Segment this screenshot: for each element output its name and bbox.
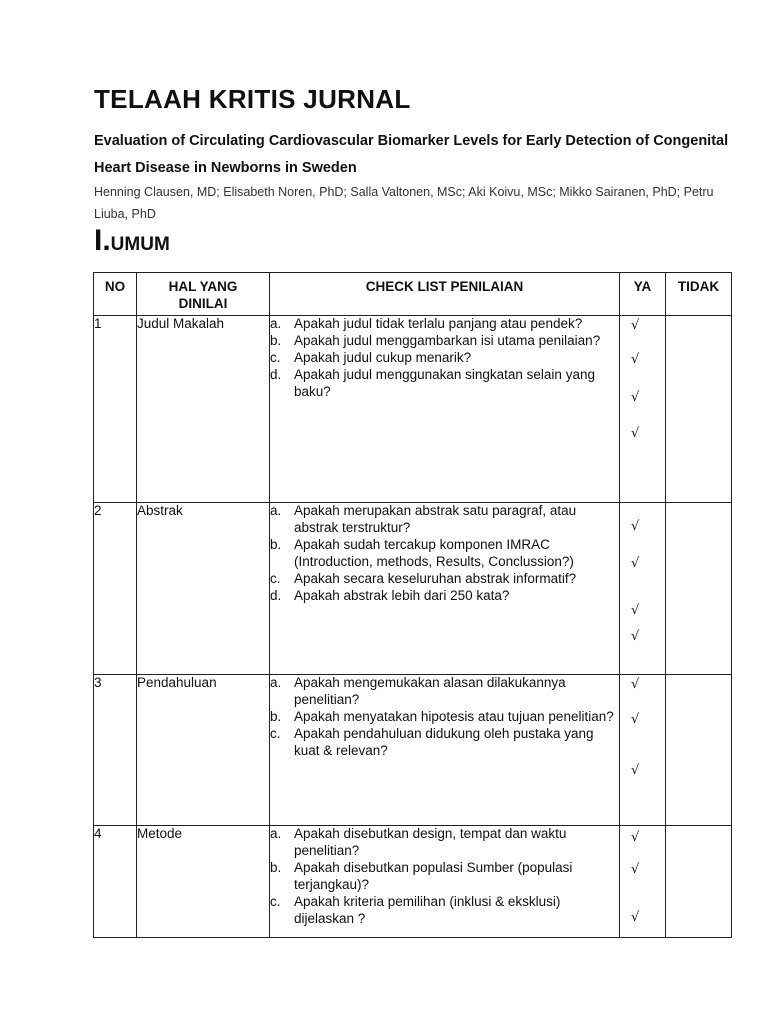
check-mark-icon: √ bbox=[631, 763, 640, 778]
question-list bbox=[270, 503, 619, 604]
check-mark-icon: √ bbox=[631, 352, 640, 367]
question-list bbox=[270, 675, 619, 760]
question-letter: d. bbox=[270, 587, 282, 603]
check-mark-icon: √ bbox=[631, 603, 640, 618]
question-text: Apakah disebutkan populasi Sumber (populasi terjangkau)? bbox=[294, 859, 573, 892]
question-item bbox=[270, 350, 619, 367]
question-text: Apakah judul tidak terlalu panjang atau pendek? bbox=[294, 316, 583, 331]
assessed-item: Abstrak bbox=[137, 503, 270, 675]
question-item bbox=[270, 860, 619, 894]
header-item: HAL YANG DINILAI bbox=[137, 273, 270, 316]
check-mark-icon: √ bbox=[631, 677, 640, 692]
check-mark-icon: √ bbox=[631, 629, 640, 644]
question-text: Apakah secara keseluruhan abstrak informatif? bbox=[294, 570, 577, 586]
check-mark-icon: √ bbox=[631, 712, 640, 727]
author-list: Henning Clausen, MD; Elisabeth Noren, PhD; Salla Valtonen, MSc; Aki Koivu, MSc; Mikko Sairanen, PhD; Petru Liuba, PhD bbox=[94, 185, 714, 221]
table-row bbox=[94, 316, 732, 503]
question-item bbox=[270, 333, 619, 350]
question-letter: c. bbox=[270, 893, 281, 909]
question-item bbox=[270, 503, 619, 537]
question-item bbox=[270, 894, 619, 928]
question-text: Apakah judul cukup menarik? bbox=[294, 349, 472, 365]
question-item bbox=[270, 571, 619, 588]
check-mark-icon: √ bbox=[631, 910, 640, 925]
assessed-item: Metode bbox=[137, 826, 270, 938]
ya-cell bbox=[620, 826, 666, 938]
question-text: Apakah sudah tercakup komponen IMRAC (Introduction, methods, Results, Conclussion?) bbox=[294, 536, 574, 569]
question-text: Apakah pendahuluan didukung oleh pustaka yang kuat & relevan? bbox=[294, 725, 594, 758]
checklist-questions bbox=[270, 826, 620, 938]
question-text: Apakah disebutkan design, tempat dan waktu penelitian? bbox=[294, 826, 567, 858]
table-row bbox=[94, 826, 732, 938]
row-number: 1 bbox=[94, 316, 137, 503]
check-mark-icon: √ bbox=[631, 426, 640, 441]
question-list bbox=[270, 826, 619, 927]
checklist-questions bbox=[270, 675, 620, 826]
question-text: Apakah mengemukakan alasan dilakukannya penelitian? bbox=[294, 675, 566, 707]
review-checklist-table bbox=[93, 272, 732, 938]
check-mark-icon: √ bbox=[631, 830, 640, 845]
question-text: Apakah kriteria pemilihan (inklusi & eksklusi) dijelaskan ? bbox=[294, 893, 561, 926]
question-letter: a. bbox=[270, 316, 282, 331]
section-title: UMUM bbox=[110, 234, 170, 255]
header-no: NO bbox=[94, 273, 137, 316]
question-text: Apakah judul menggunakan singkatan selain yang baku? bbox=[294, 366, 595, 399]
header-tidak: TIDAK bbox=[666, 273, 732, 316]
question-text: Apakah menyatakan hipotesis atau tujuan penelitian? bbox=[294, 708, 614, 724]
row-number: 2 bbox=[94, 503, 137, 675]
question-text: Apakah abstrak lebih dari 250 kata? bbox=[294, 587, 510, 603]
section-heading bbox=[94, 224, 170, 258]
ya-cell bbox=[620, 675, 666, 826]
question-item bbox=[270, 726, 619, 760]
article-title: Evaluation of Circulating Cardiovascular Biomarker Levels for Early Detection of Congenital Heart Disease in Newborns in Sweden bbox=[94, 133, 729, 176]
question-letter: a. bbox=[270, 503, 282, 518]
question-letter: b. bbox=[270, 536, 282, 552]
table-row bbox=[94, 503, 732, 675]
header-checklist: CHECK LIST PENILAIAN bbox=[270, 273, 620, 316]
question-list bbox=[270, 316, 619, 401]
question-letter: b. bbox=[270, 332, 282, 348]
question-item bbox=[270, 826, 619, 860]
question-letter: c. bbox=[270, 570, 281, 586]
checklist-questions bbox=[270, 316, 620, 503]
question-item bbox=[270, 367, 619, 401]
question-item bbox=[270, 588, 619, 605]
header-ya: YA bbox=[620, 273, 666, 316]
question-item bbox=[270, 537, 619, 571]
ya-cell bbox=[620, 316, 666, 503]
ya-cell bbox=[620, 503, 666, 675]
assessed-item: Pendahuluan bbox=[137, 675, 270, 826]
tidak-cell bbox=[666, 316, 732, 503]
table-header-row bbox=[94, 273, 732, 316]
question-letter: d. bbox=[270, 366, 282, 382]
check-mark-icon: √ bbox=[631, 862, 640, 877]
question-letter: b. bbox=[270, 859, 282, 875]
question-text: Apakah judul menggambarkan isi utama penilaian? bbox=[294, 332, 601, 348]
section-number: I. bbox=[94, 224, 111, 257]
table-row bbox=[94, 675, 732, 826]
row-number: 3 bbox=[94, 675, 137, 826]
question-text: Apakah merupakan abstrak satu paragraf, atau abstrak terstruktur? bbox=[294, 503, 577, 535]
check-mark-icon: √ bbox=[631, 390, 640, 405]
check-mark-icon: √ bbox=[631, 318, 640, 333]
tidak-cell bbox=[666, 826, 732, 938]
question-item bbox=[270, 316, 619, 333]
tidak-cell bbox=[666, 675, 732, 826]
assessed-item: Judul Makalah bbox=[137, 316, 270, 503]
question-letter: a. bbox=[270, 826, 282, 841]
document-title: TELAAH KRITIS JURNAL bbox=[94, 84, 411, 114]
check-mark-icon: √ bbox=[631, 556, 640, 571]
question-item bbox=[270, 675, 619, 709]
question-letter: b. bbox=[270, 708, 282, 724]
row-number: 4 bbox=[94, 826, 137, 938]
question-letter: c. bbox=[270, 349, 281, 365]
question-letter: c. bbox=[270, 725, 281, 741]
question-item bbox=[270, 709, 619, 726]
question-letter: a. bbox=[270, 675, 282, 690]
tidak-cell bbox=[666, 503, 732, 675]
checklist-questions bbox=[270, 503, 620, 675]
check-mark-icon: √ bbox=[631, 519, 640, 534]
